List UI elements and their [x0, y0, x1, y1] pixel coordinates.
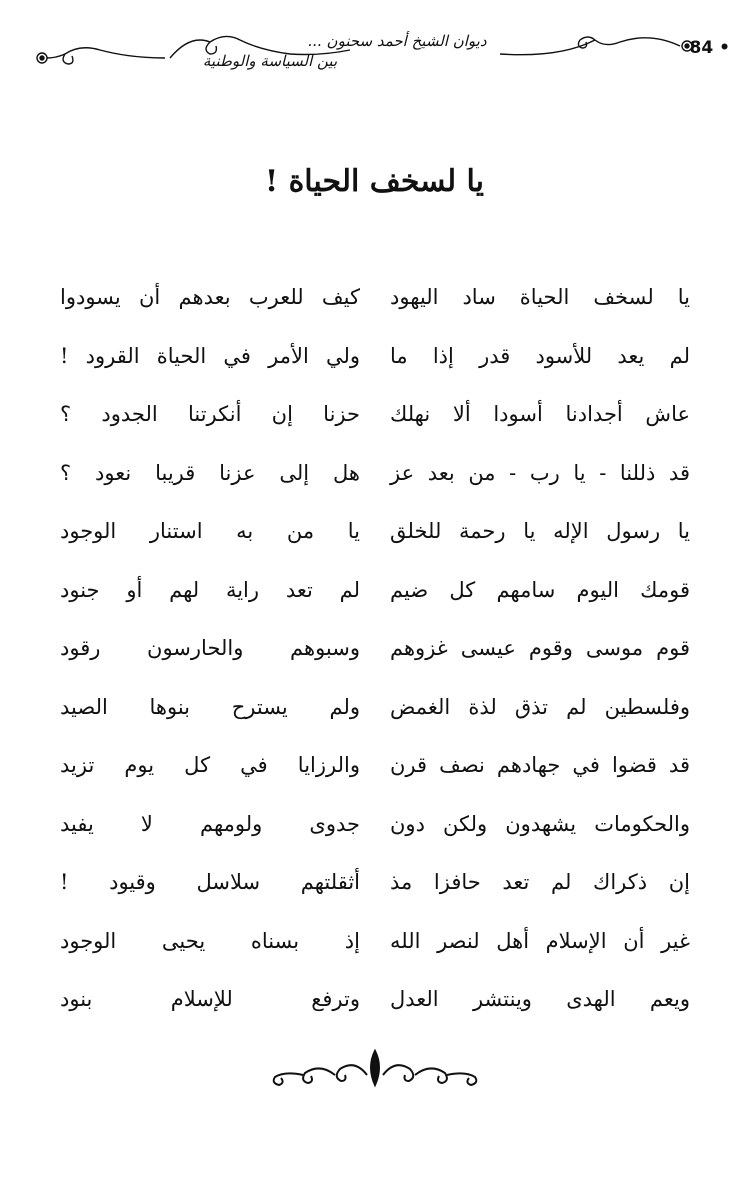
verse	[60, 268, 690, 327]
verse-second-hemistich: حزنا إن أنكرتنا الجدود ؟	[60, 402, 360, 427]
page-number: 84 •	[689, 38, 730, 58]
verse-second-hemistich: يا من به استنار الوجود	[60, 519, 360, 544]
verse	[60, 795, 690, 854]
verse-second-hemistich: لم تعد راية لهم أو جنود	[60, 577, 360, 602]
verse-second-hemistich: جدوى ولومهم لا يفيد	[60, 811, 360, 836]
verse	[60, 327, 690, 386]
poem-body	[60, 268, 690, 1029]
poem-title: يا لسخف الحياة !	[264, 164, 485, 199]
verse-first-hemistich: وفلسطين لم تذق لذة الغمض	[390, 694, 690, 719]
running-subtitle: بين السياسة والوطنية	[202, 52, 338, 70]
verse	[60, 678, 690, 737]
verse-second-hemistich: أثقلتهم سلاسل وقيود !	[60, 870, 360, 895]
verse-first-hemistich: قوم موسى وقوم عيسى غزوهم	[390, 636, 690, 661]
verse-second-hemistich: إذ بسناه يحيى الوجود	[60, 928, 360, 953]
running-title: ديوان الشيخ أحمد سحنون ...	[307, 32, 487, 50]
end-ornament-icon	[265, 1045, 485, 1095]
verse	[60, 444, 690, 503]
verse-second-hemistich: هل إلى عزنا قريبا نعود ؟	[60, 460, 360, 485]
verse-first-hemistich: غير أن الإسلام أهل لنصر الله	[390, 928, 690, 953]
verse-first-hemistich: يا رسول الإله يا رحمة للخلق	[390, 519, 690, 544]
verse-first-hemistich: إن ذكراك لم تعد حافزا مذ	[390, 870, 690, 895]
verse-first-hemistich: قومك اليوم سامهم كل ضيم	[390, 577, 690, 602]
verse-second-hemistich: ولي الأمر في الحياة القرود !	[60, 343, 360, 368]
verse	[60, 502, 690, 561]
verse	[60, 385, 690, 444]
verse-first-hemistich: قد ذللنا - يا رب - من بعد عز	[390, 460, 690, 485]
verse-first-hemistich: عاش أجدادنا أسودا ألا نهلك	[390, 402, 690, 427]
verse-first-hemistich: يا لسخف الحياة ساد اليهود	[390, 285, 690, 310]
verse-second-hemistich: وسبوهم والحارسون رقود	[60, 636, 360, 661]
verse	[60, 619, 690, 678]
verse-first-hemistich: ويعم الهدى وينتشر العدل	[390, 987, 690, 1012]
verse-second-hemistich: والرزايا في كل يوم تزيد	[60, 753, 360, 778]
verse	[60, 912, 690, 971]
verse	[60, 970, 690, 1029]
page-header	[20, 24, 730, 68]
verse	[60, 853, 690, 912]
verse-first-hemistich: لم يعد للأسود قدر إذا ما	[390, 343, 690, 368]
verse-first-hemistich: والحكومات يشهدون ولكن دون	[390, 811, 690, 836]
verse	[60, 736, 690, 795]
verse-first-hemistich: قد قضوا في جهادهم نصف قرن	[390, 753, 690, 778]
verse-second-hemistich: وترفع للإسلام بنود	[60, 987, 360, 1012]
verse-second-hemistich: كيف للعرب بعدهم أن يسودوا	[60, 285, 360, 310]
verse	[60, 561, 690, 620]
verse-second-hemistich: ولم يسترح بنوها الصيد	[60, 694, 360, 719]
